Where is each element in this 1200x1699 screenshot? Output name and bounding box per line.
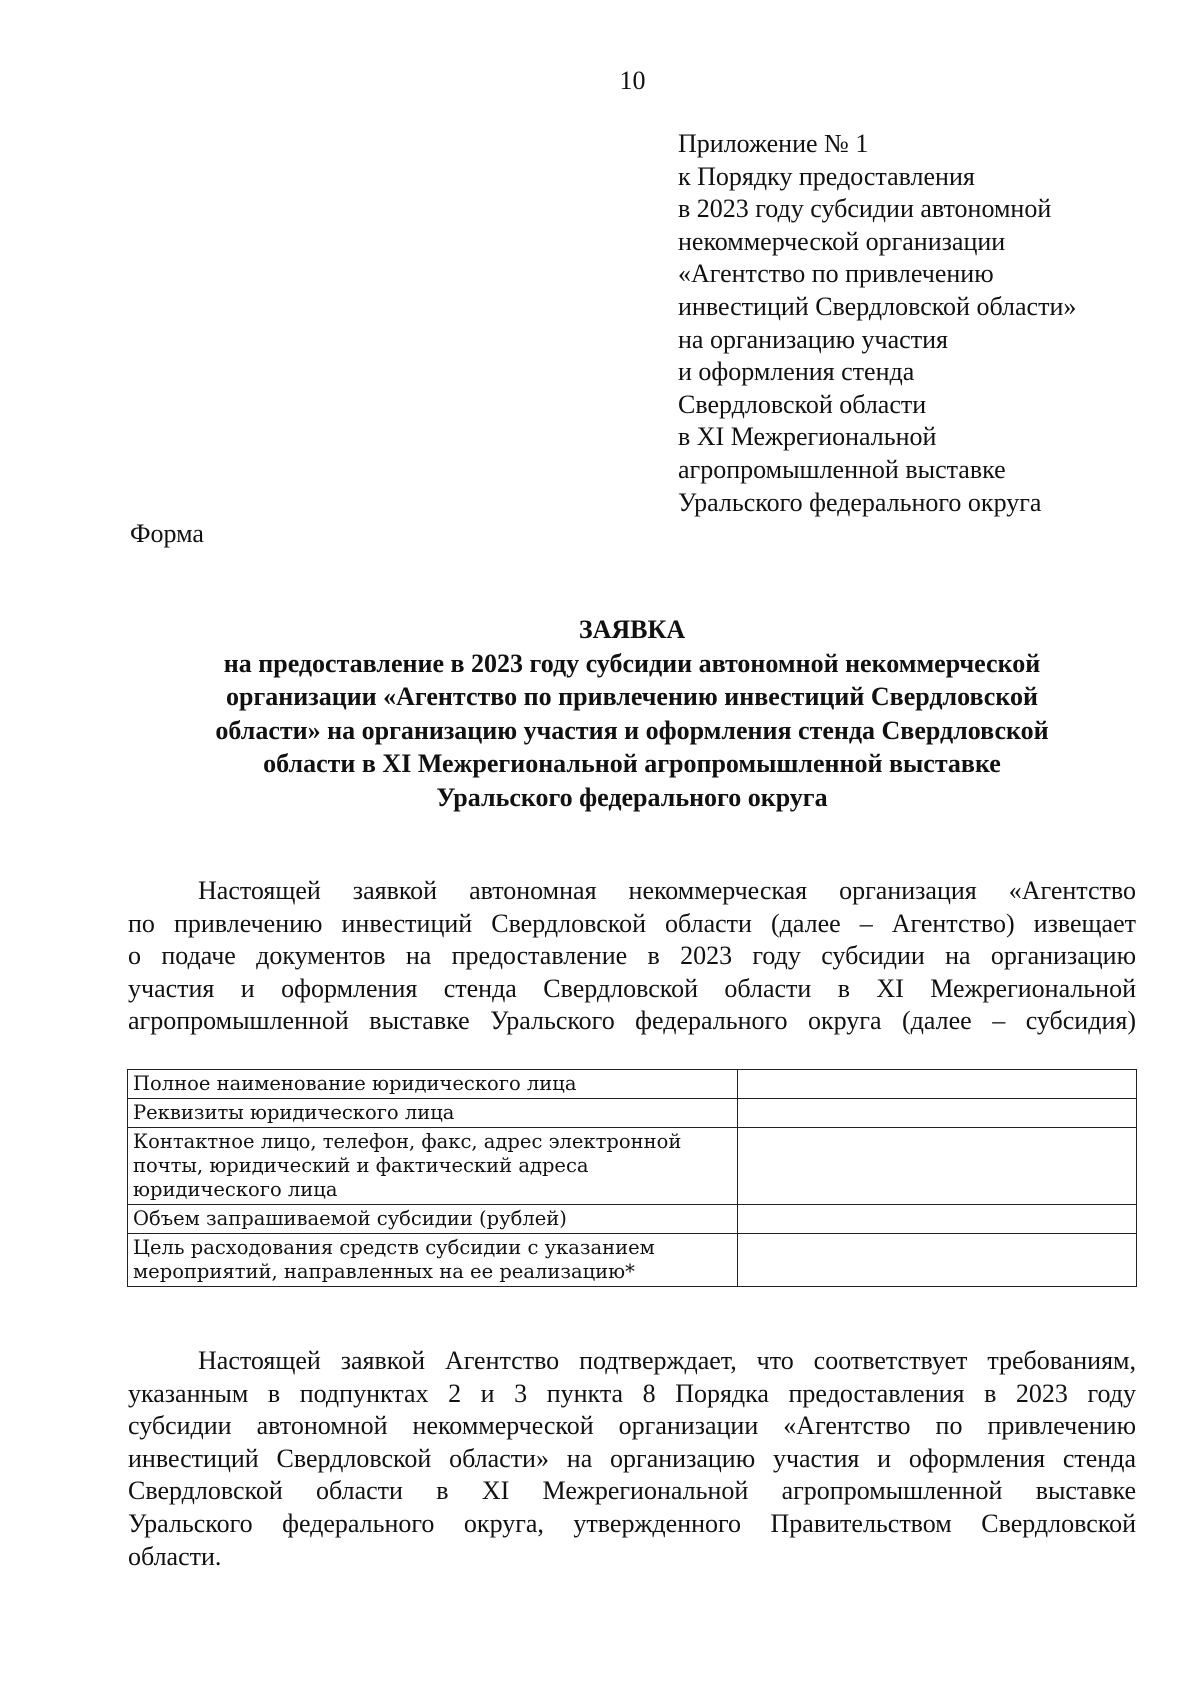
- field-label: Контактное лицо, телефон, факс, адрес электронной: [133, 1130, 682, 1153]
- field-label: Полное наименование юридического лица: [133, 1072, 577, 1095]
- field-value-cell[interactable]: [738, 1099, 1137, 1128]
- appendix-line: Уральского федерального округа: [678, 487, 1042, 517]
- confirmation-paragraph: [128, 1345, 1136, 1573]
- field-value-cell[interactable]: [738, 1205, 1137, 1234]
- appendix-line: инвестиций Свердловской области»: [678, 291, 1077, 321]
- field-label-cell: [128, 1205, 738, 1234]
- appendix-line: к Порядку предоставления: [678, 161, 975, 191]
- page-number: 10: [619, 66, 646, 95]
- appendix-line: Приложение № 1: [678, 129, 869, 158]
- paragraph-line: Настоящей заявкой Агентство подтверждает, что соответствует требованиям,: [198, 1346, 1136, 1375]
- paragraph-line: Настоящей заявкой автономная некоммерческая организация «Агентство: [198, 876, 1136, 905]
- title-subtitle-line: области в XI Межрегиональной агропромышленной выставке: [263, 749, 1001, 779]
- appendix-line: в 2023 году субсидии автономной: [678, 194, 1052, 224]
- paragraph-line: Уральского федерального округа, утвержденного Правительством Свердловской: [128, 1508, 1136, 1538]
- paragraph-line: инвестиций Свердловской области» на организацию участия и оформления стенда: [128, 1443, 1136, 1473]
- application-form-table: [127, 1069, 1137, 1287]
- paragraph-line: о подаче документов на предоставление в 2023 году субсидии на организацию: [128, 941, 1136, 971]
- field-label: мероприятий, направленных на ее реализацию*: [133, 1260, 635, 1283]
- field-label: Объем запрашиваемой субсидии (рублей): [133, 1207, 567, 1230]
- table-row: [128, 1128, 1137, 1205]
- form-label: Форма: [130, 519, 204, 548]
- field-label: почты, юридический и фактический адреса: [133, 1154, 589, 1177]
- paragraph-line: участия и оформления стенда Свердловской области в XI Межрегиональной: [128, 973, 1136, 1003]
- intro-paragraph: [128, 875, 1136, 1038]
- title-subtitle-line: на предоставление в 2023 году субсидии автономной некоммерческой: [223, 648, 1041, 678]
- field-label: Реквизиты юридического лица: [133, 1101, 455, 1124]
- title-heading: ЗАЯВКА: [578, 615, 686, 644]
- appendix-line: на организацию участия: [678, 324, 948, 354]
- appendix-line: агропромышленной выставке: [678, 454, 1006, 484]
- appendix-line: Свердловской области: [678, 389, 927, 419]
- title-subtitle-line: организации «Агентство по привлечению инвестиций Свердловской: [226, 682, 1038, 712]
- title-subtitle-line: области» на организацию участия и оформления стенда Свердловской: [215, 715, 1049, 745]
- field-value-cell[interactable]: [738, 1070, 1137, 1099]
- paragraph-line: указанным в подпунктах 2 и 3 пункта 8 Порядка предоставления в 2023 году: [128, 1378, 1136, 1408]
- paragraph-line: субсидии автономной некоммерческой организации «Агентство по привлечению: [128, 1411, 1136, 1441]
- appendix-line: в XI Межрегиональной: [678, 422, 937, 452]
- field-value-cell[interactable]: [738, 1234, 1137, 1287]
- appendix-line: и оформления стенда: [678, 357, 915, 387]
- title-subtitle-line: Уральского федерального округа: [436, 782, 828, 812]
- paragraph-line: по привлечению инвестиций Свердловской области (далее – Агентство) извещает: [128, 908, 1136, 938]
- appendix-reference: [678, 128, 1076, 519]
- table-row: [128, 1234, 1137, 1287]
- appendix-line: «Агентство по привлечению: [678, 259, 994, 289]
- table-row: [128, 1205, 1137, 1234]
- paragraph-line: агропромышленной выставке Уральского федерального округа (далее – субсидия): [128, 1006, 1136, 1036]
- table-row: [128, 1070, 1137, 1099]
- field-label-cell: [128, 1070, 738, 1099]
- field-label-cell: [128, 1128, 738, 1205]
- field-label: Цель расходования средств субсидии с указанием: [133, 1236, 655, 1259]
- paragraph-line: Свердловской области в XI Межрегиональной агропромышленной выставке: [128, 1476, 1136, 1506]
- paragraph-line: области.: [128, 1541, 222, 1571]
- field-label-cell: [128, 1099, 738, 1128]
- field-label-cell: [128, 1234, 738, 1287]
- field-value-cell[interactable]: [738, 1128, 1137, 1205]
- field-label: юридического лица: [133, 1178, 338, 1201]
- appendix-line: некоммерческой организации: [678, 226, 1006, 256]
- document-title: [128, 613, 1136, 815]
- table-row: [128, 1099, 1137, 1128]
